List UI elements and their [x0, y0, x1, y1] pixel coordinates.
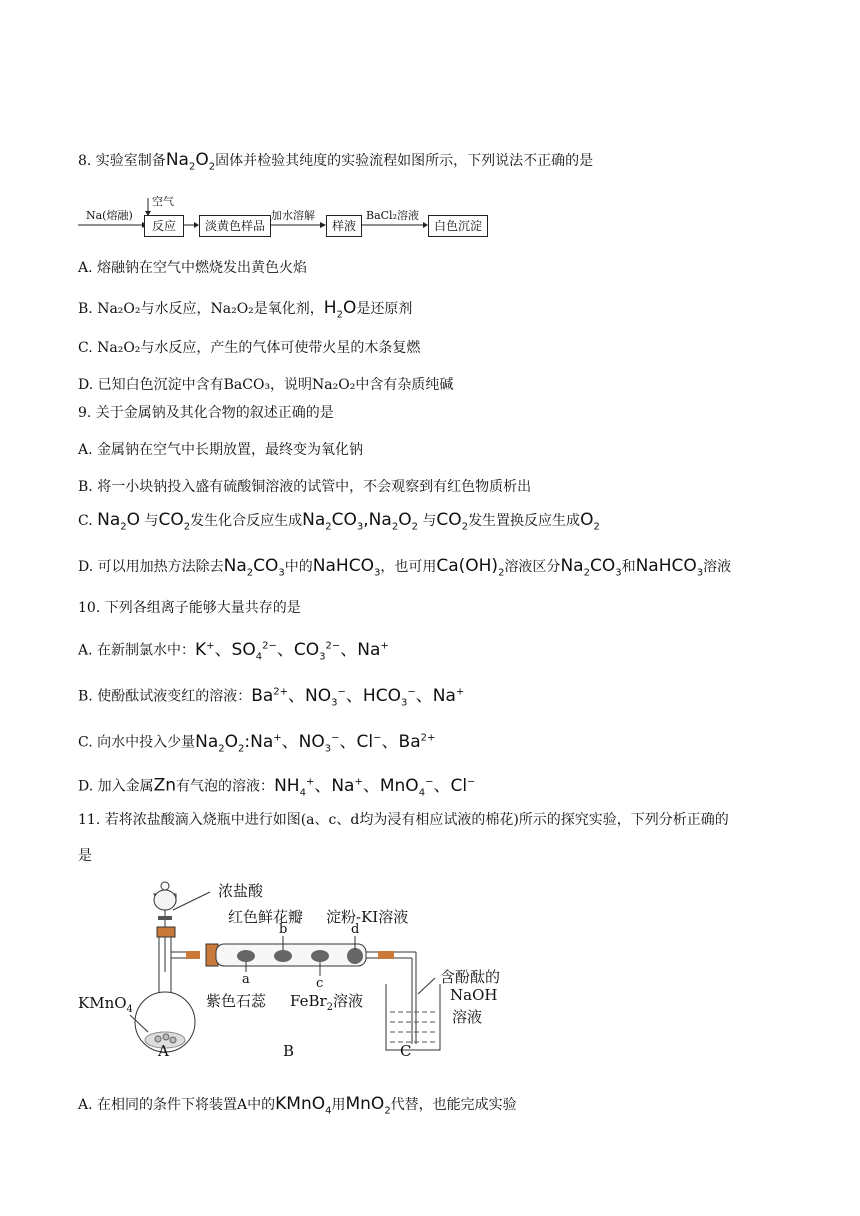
q10-option-c: C. 向水中投入少量$Na_2O_2:Na^+$、$NO_3^-$、Cl−、$Ba^{2+}$ [78, 731, 436, 755]
q8-option-c: C. Na₂O₂与水反应，产生的气体可使带火星的木条复燃 [78, 340, 421, 356]
label-litmus: 紫色石蕊 [206, 992, 267, 1010]
q9-stem: 9. 关于金属钠及其化合物的叙述正确的是 [78, 405, 334, 421]
q9-option-a: A. 金属钠在空气中长期放置，最终变为氧化钠 [78, 442, 364, 458]
label-c: c [316, 976, 324, 991]
q9-option-d: D. 可以用加热方法除去$Na_2CO_3$中的NaHCO$_3$，也可用$Ca(OH)_2$溶液区分$Na_2CO_3$和NaHCO$_3$溶液 [78, 556, 732, 579]
flow-start-label: Na(熔融) [86, 209, 133, 222]
q8-flow-diagram [78, 193, 498, 238]
q10-option-d: D. 加入金属Zn有气泡的溶液：$NH_4^+$、Na+、MnO$_4$−、Cl− [78, 775, 476, 799]
q8-option-b: B. Na₂O₂与水反应，Na₂O₂是氧化剂，$H_2O$是还原剂 [78, 298, 413, 321]
flow-dissolve-label: 加水溶解 [271, 209, 315, 222]
label-petal: 红色鲜花瓣 [228, 908, 304, 926]
flow-air-label: 空气 [152, 195, 174, 208]
q9-option-c: C. $Na_2O$ 与$CO_2$发生化合反应生成$Na_2CO_3,Na_2O_2$ 与$CO_2$发生置换反应生成$O_2$ [78, 510, 600, 533]
label-apparatus-b: B [283, 1042, 295, 1060]
label-phenolphthalein: 含酚酞的 [440, 968, 501, 986]
label-b: b [279, 922, 288, 937]
label-starch-ki: 淀粉-KI溶液 [326, 908, 409, 926]
label-naoh: NaOH [450, 986, 498, 1004]
q11-stem-cont: 是 [78, 848, 92, 864]
q11-apparatus-diagram [78, 872, 538, 1062]
label-hcl: 浓盐酸 [218, 882, 264, 900]
label-kmno4: KMnO$_4$ [78, 994, 133, 1015]
q8-option-a: A. 熔融钠在空气中燃烧发出黄色火焰 [78, 260, 308, 276]
q11-stem: 11. 若将浓盐酸滴入烧瓶中进行如图(a、c、d均为浸有相应试液的棉花)所示的探究实验，下列分析正确的 [78, 812, 729, 828]
label-solution: 溶液 [452, 1008, 483, 1026]
q10-option-b: B. 使酚酞试液变红的溶液：$Ba^{2+}$、$NO_3^-$、$HCO_3^-$、Na+ [78, 685, 465, 709]
q10-stem: 10. 下列各组离子能够大量共存的是 [78, 600, 301, 616]
formula-na2o2: $Na_2O_2$ [165, 150, 216, 173]
q10-option-a: A. 在新制氯水中：K+、$SO_4^{2-}$、$CO_3^{2-}$、Na+ [78, 639, 389, 663]
q8-option-d: D. 已知白色沉淀中含有BaCO₃，说明Na₂O₂中含有杂质纯碱 [78, 377, 454, 393]
q11-option-a: A. 在相同的条件下将装置A中的KMnO$_4$用MnO$_2$代替，也能完成实验 [78, 1094, 517, 1117]
q8-stem: 8. 实验室制备$Na_2O_2$固体并检验其纯度的实验流程如图所示，下列说法不正确的是 [78, 150, 594, 173]
formula-h2o: $H_2O$ [323, 298, 357, 321]
flow-react-box: 反应 [144, 215, 184, 237]
flow-precip-box: 白色沉淀 [428, 215, 488, 237]
label-a: a [242, 972, 250, 987]
flow-sample-box: 淡黄色样品 [199, 215, 271, 237]
label-d: d [351, 922, 360, 937]
flow-bacl2-label: BaCl₂溶液 [366, 209, 419, 222]
label-apparatus-c: C [400, 1042, 412, 1060]
label-apparatus-a: A [158, 1042, 169, 1060]
q9-option-b: B. 将一小块钠投入盛有硫酸铜溶液的试管中，不会观察到有红色物质析出 [78, 479, 532, 495]
flow-solution-box: 样液 [326, 215, 362, 237]
label-febr2: FeBr$_2$溶液 [290, 992, 364, 1013]
